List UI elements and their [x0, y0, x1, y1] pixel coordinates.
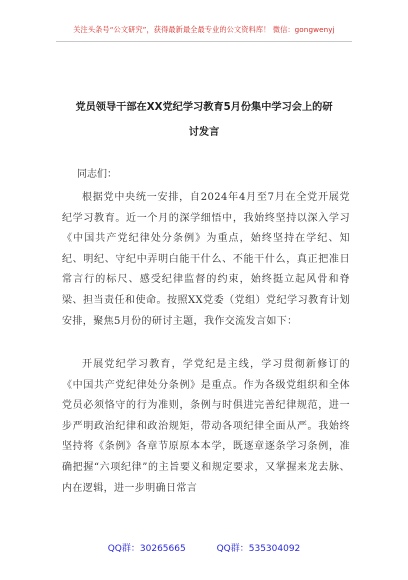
paragraph-1-text: 根据党中央统一安排，自2024年4月至7月在全党开展党纪学习教育。近一个月的深学细悟中，我始终坚持以深入学习《中国共产党纪律处分条例》为重点，始终坚持在学纪、知纪、明纪、守纪中弄明白能干什么、不能干什么，真正把准日常言行的标尺、感受纪律监督的约束，始终挺立起风骨和脊梁、担当责任和使命。按照XX党委（党组）党纪学习教育计划安排，聚焦5月份的研讨主题，我作交流发言如下： — [62, 192, 350, 327]
body-paragraph-2 — [62, 355, 350, 499]
footer-qq-group-2: QQ群：535304092 — [216, 544, 301, 554]
salutation: 同志们： — [77, 169, 117, 180]
document-title-line2: 讨发言 — [188, 127, 220, 138]
body-paragraph-1 — [62, 188, 350, 332]
header-divider — [56, 41, 352, 42]
footer — [0, 541, 408, 554]
paragraph-2-text: 开展党纪学习教育，学党纪是主线，学习贯彻新修订的《中国共产党纪律处分条例》是重点。作为各级党组织和全体党员必须恪守的行为准则，条例与时俱进完善纪律规范，进一步严明政治纪律和政治规矩，带动各项纪律全面从严。我始终坚持将《条例》各章节原原本本学，既逐章逐条学习条例，准确把握“六项纪律”的主旨要义和规定要求，又掌握来龙去脉、内在逻辑，进一步明确日常言 — [62, 359, 350, 494]
document-title-line1: 党员领导干部在XX党纪学习教育5月份集中学习会上的研 — [75, 102, 333, 113]
header-banner: 关注头条号“公文研究”，获得最新最全最专业的公文资料库！ 微信：gongwenyj — [73, 25, 335, 34]
footer-qq-group-1: QQ群：30265665 — [107, 544, 186, 554]
